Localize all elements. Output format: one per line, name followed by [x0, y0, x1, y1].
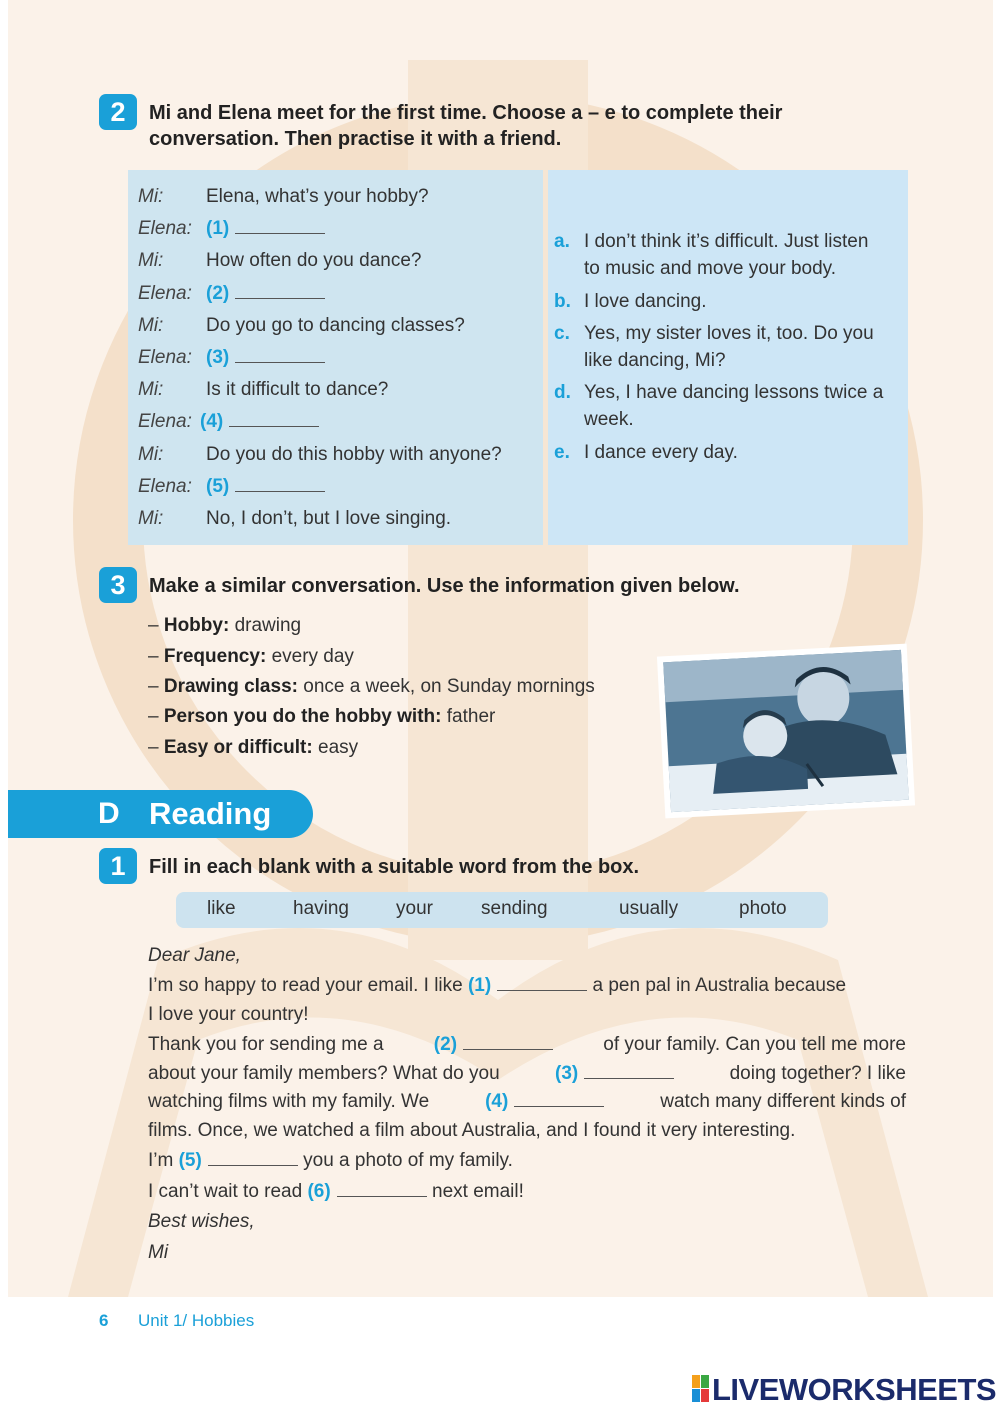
info-item-person: – Person you do the hobby with: father: [148, 706, 496, 727]
answer-blank[interactable]: [235, 477, 325, 492]
gap-number: (2): [206, 283, 230, 304]
greeting: Dear Jane,: [148, 945, 241, 966]
answer-blank-3[interactable]: [584, 1064, 674, 1079]
info-item-hobby: – Hobby: drawing: [148, 615, 302, 636]
answer-blank-5[interactable]: [208, 1151, 298, 1166]
reading-1-badge: 1: [99, 848, 137, 884]
option-e: e. I dance every day.: [554, 442, 738, 463]
gap-number: (4): [485, 1091, 509, 1112]
closing: Best wishes,: [148, 1211, 255, 1232]
speaker: Mi:: [138, 315, 164, 336]
speaker: Mi:: [138, 186, 164, 207]
section-letter: D: [98, 797, 120, 830]
answer-blank-4[interactable]: [514, 1092, 604, 1107]
gap-number: (1): [467, 975, 492, 996]
info-item-frequency: – Frequency: every day: [148, 646, 354, 667]
info-item-difficulty: – Easy or difficult: easy: [148, 737, 359, 758]
speaker: Elena:: [138, 347, 192, 368]
dialogue-line: How often do you dance?: [206, 250, 422, 271]
gap-1[interactable]: [206, 218, 325, 240]
page-number: 6: [99, 1311, 109, 1330]
dialogue-line: Is it difficult to dance?: [206, 379, 389, 400]
brand-name: LIVEWORKSHEETS: [712, 1372, 997, 1407]
line: watching films with my family. We (4) watch many different kinds of: [148, 1091, 906, 1112]
signature: Mi: [148, 1242, 169, 1263]
speaker: Elena:: [138, 218, 192, 239]
answer-blank[interactable]: [235, 348, 325, 363]
unit-label: Unit 1/ Hobbies: [138, 1311, 255, 1330]
speaker: Elena:: [138, 411, 192, 432]
instruction-line-1: Mi and Elena meet for the first time. Choose a – e to complete their: [149, 102, 783, 124]
gap-number: (2): [433, 1034, 458, 1055]
section-header: [8, 790, 313, 838]
gap-2[interactable]: [206, 283, 325, 305]
gap-4[interactable]: [200, 411, 319, 433]
answer-blank[interactable]: [229, 412, 319, 427]
option-c: c. Yes, my sister loves it, too. Do you like dancing, Mi?: [554, 323, 874, 371]
speaker: Elena:: [138, 476, 192, 497]
exercise-2-instruction: [149, 100, 782, 152]
line: Thank you for sending me a (2) of your family. Can you tell me more: [148, 1034, 906, 1055]
option-d: d. Yes, I have dancing lessons twice a week.: [554, 382, 884, 430]
dialogue-line: No, I don’t, but I love singing.: [206, 508, 452, 529]
dialogue-line: Do you do this hobby with anyone?: [206, 444, 502, 465]
paragraph-2: [148, 1031, 906, 1145]
gap-number: (5): [206, 476, 230, 497]
word-option: your: [396, 898, 433, 919]
speaker: Elena:: [138, 283, 192, 304]
line: about your family members? What do you (3) doing together? I like: [148, 1062, 906, 1084]
gap-number: (1): [206, 218, 230, 239]
father-son-drawing-photo: [655, 640, 917, 822]
info-item-class: – Drawing class: once a week, on Sunday mornings: [148, 676, 595, 697]
gap-number: (4): [200, 411, 224, 432]
option-a: a. I don’t think it’s difficult. Just listen to music and move your body.: [554, 231, 869, 279]
gap-number: (5): [178, 1150, 202, 1171]
word-option: photo: [739, 898, 787, 919]
answer-blank-2[interactable]: [463, 1035, 553, 1050]
speaker: Mi:: [138, 250, 164, 271]
speaker: Mi:: [138, 379, 164, 400]
gap-number: (6): [307, 1181, 331, 1202]
paragraph-1: I’m so happy to read your email. I like (1) a pen pal in Australia because I love your country!: [148, 975, 847, 1025]
word-box: [176, 892, 828, 928]
speaker: Mi:: [138, 444, 164, 465]
section-title: Reading: [149, 796, 272, 831]
gap-3[interactable]: [206, 347, 325, 369]
speaker: Mi:: [138, 508, 164, 529]
reading-1-instruction: Fill in each blank with a suitable word from the box.: [149, 856, 640, 878]
answer-blank[interactable]: [235, 284, 325, 299]
paragraph-4: I can’t wait to read (6) next email!: [148, 1181, 524, 1202]
option-b: b. I love dancing.: [554, 291, 707, 312]
word-option: having: [293, 898, 349, 919]
liveworksheets-logo-icon: [692, 1375, 710, 1403]
answer-blank[interactable]: [235, 219, 325, 234]
exercise-3-badge: 3: [99, 567, 137, 603]
paragraph-3: I’m (5) you a photo of my family.: [148, 1150, 513, 1171]
word-option: sending: [481, 898, 548, 919]
word-option: usually: [619, 898, 679, 919]
line: films. Once, we watched a film about Australia, and I found it very interesting.: [148, 1119, 796, 1141]
exercise-2-badge: 2: [99, 94, 137, 130]
instruction-line-2: conversation. Then practise it with a friend.: [149, 128, 562, 150]
answer-blank-6[interactable]: [337, 1182, 427, 1197]
dialogue-line: Elena, what’s your hobby?: [206, 186, 429, 207]
exercise-3-instruction: Make a similar conversation. Use the information given below.: [149, 575, 740, 597]
gap-number: (3): [555, 1062, 579, 1084]
answer-blank-1[interactable]: [497, 976, 587, 991]
gap-5[interactable]: [206, 476, 325, 498]
word-option: like: [207, 898, 236, 919]
dialogue-line: Do you go to dancing classes?: [206, 315, 465, 336]
gap-number: (3): [206, 347, 230, 368]
